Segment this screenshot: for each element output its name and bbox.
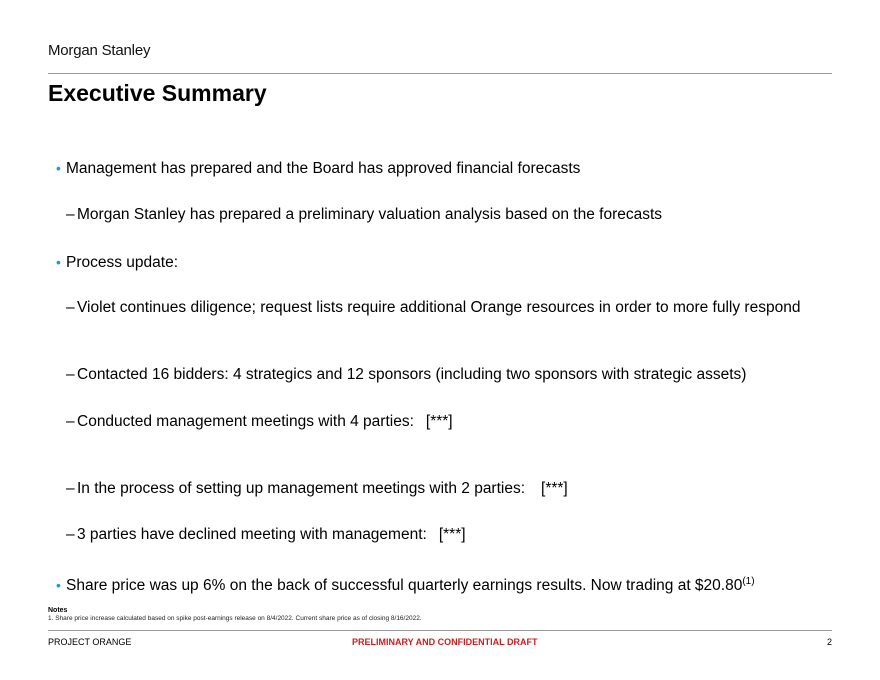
dash-icon: –	[66, 480, 75, 497]
bullet-dot-icon: •	[56, 254, 61, 270]
footnote-reference: (1)	[742, 576, 755, 587]
bullet-forecasts	[56, 158, 826, 179]
sub-bullet-declined	[66, 525, 806, 545]
sub-bullet-text: Conducted management meetings with 4 parties:	[77, 413, 414, 430]
dash-icon: –	[66, 206, 75, 223]
bullet-text: Management has prepared and the Board has approved financial forecasts	[66, 160, 581, 177]
redaction-marker: [***]	[438, 526, 466, 543]
notes-heading: Notes	[48, 607, 68, 614]
sub-bullet-text: Morgan Stanley has prepared a preliminary valuation analysis based on the forecasts	[77, 206, 663, 223]
footer-divider	[48, 630, 832, 631]
dash-icon: –	[66, 299, 75, 316]
project-name: PROJECT ORANGE	[48, 637, 132, 647]
sub-bullet-text: 3 parties have declined meeting with management:	[77, 526, 427, 543]
sub-bullet-bidders	[66, 365, 806, 385]
sub-bullet-diligence	[66, 298, 806, 318]
header-divider	[48, 73, 832, 74]
confidential-label: PRELIMINARY AND CONFIDENTIAL DRAFT	[352, 637, 538, 647]
page-title: Executive Summary	[48, 80, 267, 106]
sub-bullet-meetings-pending	[66, 479, 806, 499]
sub-bullet-text: Contacted 16 bidders: 4 strategics and 12 sponsors (including two sponsors with strategic assets)	[77, 366, 747, 383]
bullet-dot-icon: •	[56, 160, 61, 176]
dash-icon: –	[66, 366, 75, 383]
dash-icon: –	[66, 413, 75, 430]
bullet-process-update	[56, 252, 826, 273]
sub-bullet-text: In the process of setting up management meetings with 2 parties:	[77, 480, 526, 497]
page-number: 2	[827, 637, 833, 647]
redaction-marker: [***]	[425, 413, 453, 430]
bullet-dot-icon: •	[56, 577, 61, 594]
company-logo: Morgan Stanley	[48, 42, 151, 59]
redaction-marker: [***]	[541, 480, 568, 497]
sub-bullet-valuation	[66, 205, 806, 225]
bullet-text: Process update:	[66, 254, 179, 271]
sub-bullet-text: Violet continues diligence; request lists require additional Orange resources in order to more fully respond	[77, 299, 801, 316]
dash-icon: –	[66, 526, 75, 543]
footnote-1: 1. Share price increase calculated based on spike post-earnings release on 8/4/2022. Current share price as of closing 8/16/2022.	[48, 615, 422, 622]
sub-bullet-meetings-conducted	[66, 412, 806, 432]
bullet-text: Share price was up 6% on the back of successful quarterly earnings results. Now trading at $20.80	[66, 577, 743, 595]
bullet-share-price	[56, 572, 826, 596]
